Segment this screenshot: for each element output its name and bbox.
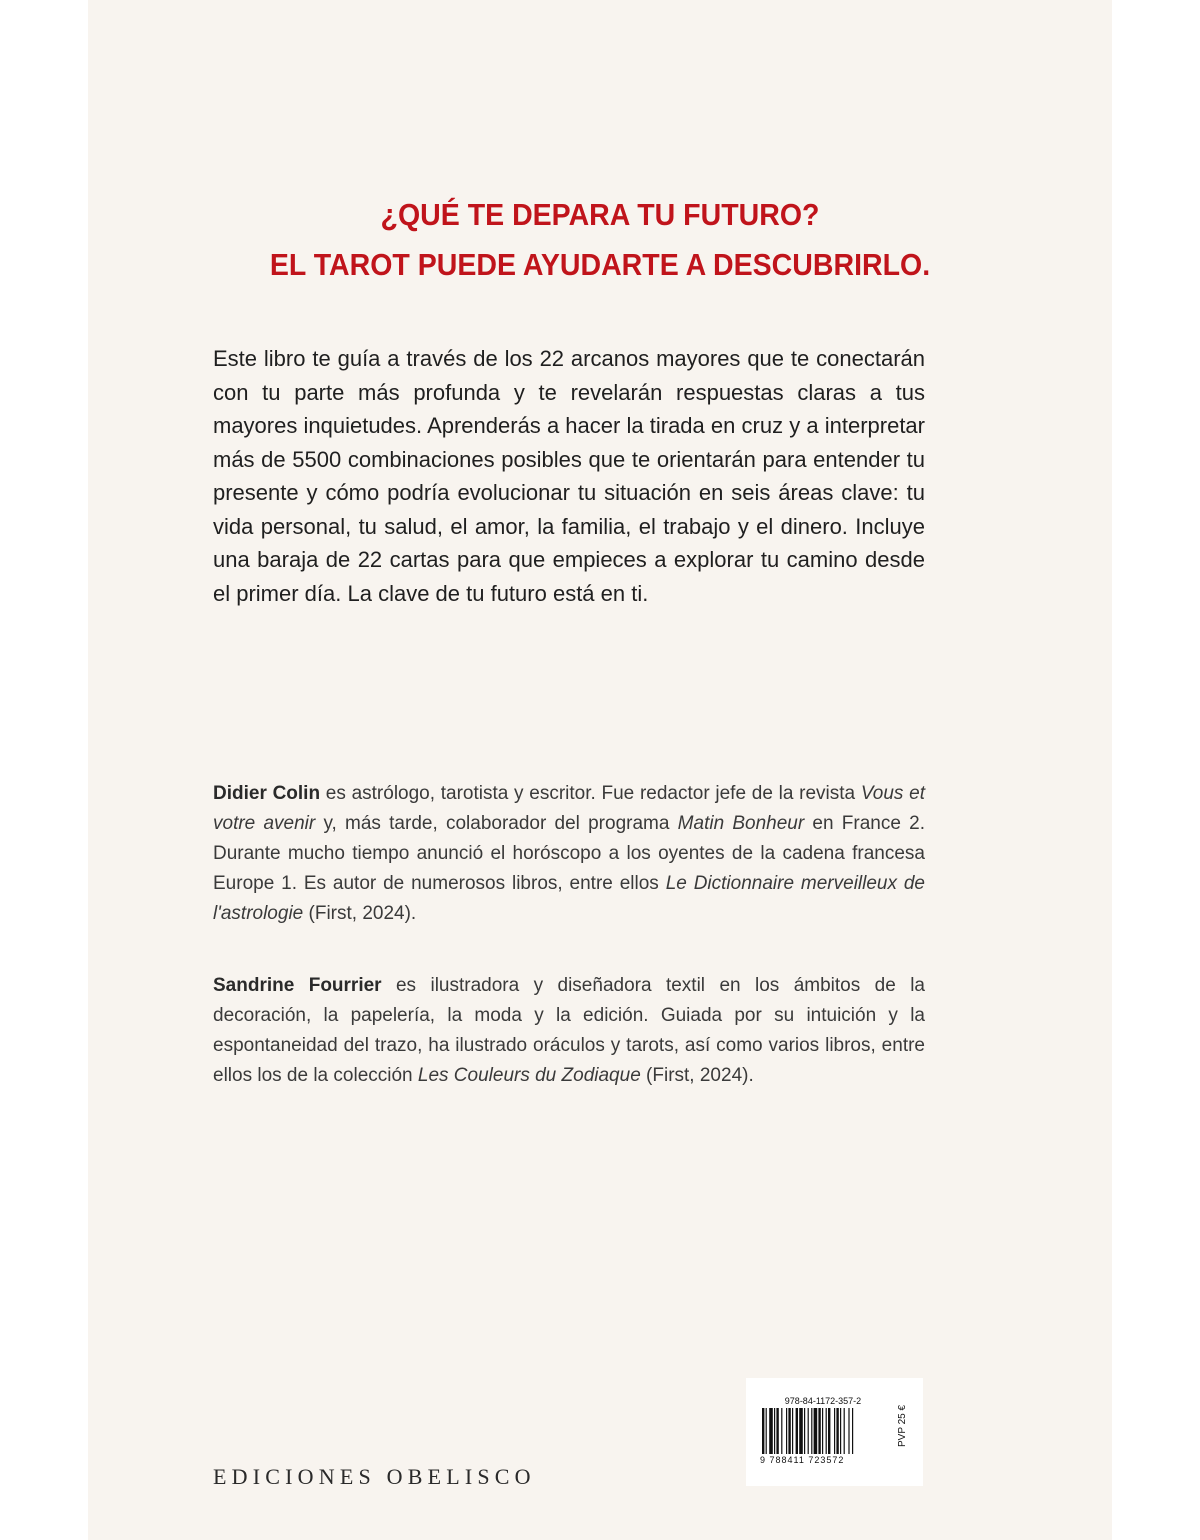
illustrator-name: Sandrine Fourrier — [213, 975, 382, 996]
barcode-panel — [746, 1378, 923, 1486]
publisher-name: EDICIONES OBELISCO — [213, 1464, 536, 1489]
headline-line-2: EL TAROT PUEDE AYUDARTE A DESCUBRIRLO. — [269, 247, 931, 282]
book-title: Le Dictionnaire merveilleux de l'astrologie — [213, 873, 925, 924]
bio-text: (First, 2024). — [303, 903, 417, 924]
ean-number: 9 788411 723572 — [760, 1455, 845, 1465]
price-label: PVP 25 € — [897, 1404, 908, 1448]
bio-text: en France 2. Durante mucho tiempo anunció el horóscopo a los oyentes de la cadena francesa Europe 1. Es autor de numerosos libros, entre ellos — [213, 813, 925, 894]
bio-text: (First, 2024). — [640, 1065, 754, 1086]
barcode-icon — [760, 1408, 890, 1456]
bio-text: es astrólogo, tarotista y escritor. Fue redactor jefe de la revista — [320, 783, 861, 804]
illustrator-bio-sandrine-fourrier — [213, 971, 925, 1091]
bio-text: y, más tarde, colaborador del programa — [315, 813, 678, 834]
back-cover — [88, 0, 1112, 1540]
headline-line-1: ¿QUÉ TE DEPARA TU FUTURO? — [380, 197, 820, 232]
magazine-title: Vous et votre avenir — [213, 783, 925, 834]
book-description: Este libro te guía a través de los 22 arcanos mayores que te conectarán con tu parte más profunda y te revelarán respuestas claras a tus mayores inquietudes. Aprenderás a hacer la tirada en cruz y a interpretar más de 5500 combinaciones posibles que te orientarán para entender tu presente y cómo podría evolucionar tu situación en seis áreas clave: tu vida personal, tu salud, el amor, la familia, el trabajo y el dinero. Incluye una baraja de 22 cartas para que empieces a explorar tu camino desde el primer día. La clave de tu futuro está en ti. — [213, 346, 925, 606]
author-bio-didier-colin — [213, 779, 925, 929]
program-title: Matin Bonheur — [677, 813, 805, 834]
isbn-number: 978-84-1172-357-2 — [784, 1396, 862, 1406]
collection-title: Les Couleurs du Zodiaque — [417, 1065, 641, 1086]
author-name: Didier Colin — [213, 783, 321, 804]
headline — [129, 190, 1071, 290]
bio-text: es ilustradora y diseñadora textil en los ámbitos de la decoración, la papelería, la moda y la edición. Guiada por su intuición y la espontaneidad del trazo, ha ilustrado oráculos y tarots, así como varios libros, entre ellos los de la colección — [213, 975, 925, 1086]
